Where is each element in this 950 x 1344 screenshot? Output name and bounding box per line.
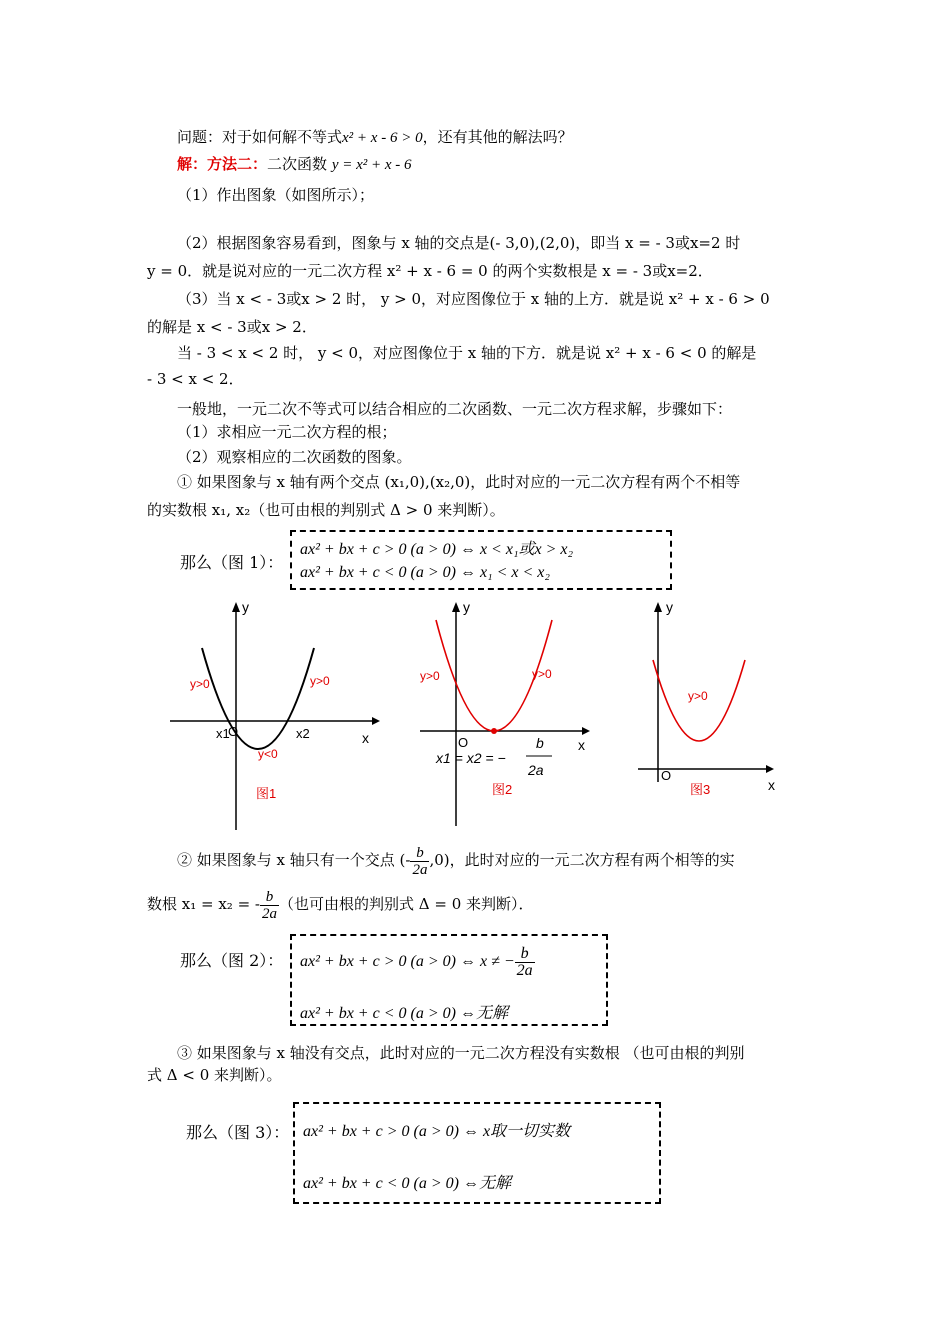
case2-a-suffix: ,0)，此时对应的一元二次方程有两个相等的实 bbox=[429, 851, 735, 869]
box1 bbox=[290, 530, 672, 590]
case1-line-a: ① 如果图象与 x 轴有两个交点 (x₁,0),(x₂,0)，此时对应的一元二次方程有两个不相等 bbox=[177, 473, 741, 491]
box3-label: 那么（图 3）： bbox=[186, 1123, 290, 1142]
step-1: （1）作出图象（如图所示）； bbox=[177, 186, 375, 204]
solution-label: 解：方法二： bbox=[177, 155, 268, 173]
step-4b: - 3 < x < 2． bbox=[147, 370, 244, 388]
box1-row2: ax² + bx + c < 0 (a > 0) ⇔ x₁ < x < x₂ bbox=[300, 564, 550, 581]
graph-1 bbox=[170, 600, 380, 830]
step-3b: 的解是 x < - 3或x > 2． bbox=[147, 318, 317, 336]
box2-row1-prefix: ax² + bx + c > 0 (a > 0) ⇔ x ≠ − bbox=[300, 953, 515, 970]
box1-label: 那么（图 1）： bbox=[180, 553, 284, 572]
case2-b-prefix: 数根 x₁ = x₂ = - bbox=[147, 895, 260, 913]
graph1-caption: 图1 bbox=[256, 786, 277, 801]
graph1-positive-right: y>0 bbox=[310, 674, 330, 688]
graph1-negative: y<0 bbox=[258, 747, 278, 761]
case2-b-suffix: （也可由根的判别式 Δ = 0 来判断）． bbox=[279, 895, 534, 913]
box2-row1-den: 2a bbox=[516, 961, 533, 979]
case2-a-num: b bbox=[410, 845, 429, 862]
box2-row1 bbox=[300, 944, 535, 980]
graph2-x-label: x bbox=[578, 737, 585, 753]
graph2-caption: 图2 bbox=[492, 782, 513, 797]
graph2-x-arrow bbox=[582, 727, 590, 735]
graphs-panel bbox=[158, 600, 798, 832]
box3 bbox=[293, 1102, 661, 1204]
question-prefix: 问题：对于如何解不等式 bbox=[177, 128, 343, 146]
case2-line-a bbox=[177, 842, 735, 878]
graph1-origin: O bbox=[228, 724, 239, 739]
case2-line-b bbox=[147, 886, 534, 922]
graph1-positive-left: y>0 bbox=[190, 677, 210, 691]
solution-formula: y = x² + x - 6 bbox=[331, 157, 412, 173]
case3-line-b: 式 Δ < 0 来判断）。 bbox=[147, 1066, 282, 1084]
solution-text: 二次函数 bbox=[267, 155, 328, 173]
graph-3 bbox=[638, 600, 775, 797]
question-line bbox=[177, 126, 573, 149]
box3-row1: ax² + bx + c > 0 (a > 0) ⇔ x取一切实数 bbox=[303, 1123, 571, 1140]
solution-line bbox=[177, 153, 412, 176]
graph3-y-arrow bbox=[654, 602, 662, 612]
graph1-x-arrow bbox=[372, 717, 380, 725]
graph2-vertex bbox=[491, 728, 497, 734]
general-step-2: （2）观察相应的二次函数的图象。 bbox=[177, 448, 412, 466]
step-3a: （3）当 x < - 3或x > 2 时， y > 0，对应图像位于 x 轴的上方．就是说 x² + x - 6 > 0 bbox=[177, 290, 770, 308]
graph3-positive: y>0 bbox=[688, 689, 708, 703]
question-suffix: ，还有其他的解法吗？ bbox=[422, 128, 573, 146]
step-4a: 当 - 3 < x < 2 时， y < 0，对应图像位于 x 轴的下方．就是说 x² + x - 6 < 0 的解是 bbox=[177, 344, 757, 362]
graph2-root-prefix: x1 = x2 = − bbox=[436, 750, 506, 766]
graph2-positive-right: y>0 bbox=[532, 667, 552, 681]
case2-b-fraction bbox=[260, 889, 279, 922]
graph2-y-label: y bbox=[463, 600, 470, 615]
box2-row1-fraction bbox=[515, 946, 535, 979]
graph2-y-arrow bbox=[452, 602, 460, 612]
case2-a-prefix: ② 如果图象与 x 轴只有一个交点 (- bbox=[177, 851, 411, 869]
box1-row1: ax² + bx + c > 0 (a > 0) ⇔ x < x₁或x > x₂ bbox=[300, 541, 574, 558]
graph2-positive-left: y>0 bbox=[420, 669, 440, 683]
case2-b-num: b bbox=[260, 889, 279, 906]
graph1-x-label: x bbox=[362, 730, 369, 746]
case2-a-fraction bbox=[410, 845, 429, 878]
case2-a-den: 2a bbox=[412, 861, 428, 878]
graph-2 bbox=[420, 600, 590, 826]
graph2-frac-num: b bbox=[536, 735, 544, 751]
graph1-root-x2: x2 bbox=[296, 726, 310, 741]
graph1-y-label: y bbox=[242, 600, 249, 615]
graph1-y-arrow bbox=[232, 602, 240, 612]
box2-row2: ax² + bx + c < 0 (a > 0) ⇔无解 bbox=[300, 1005, 508, 1022]
box2 bbox=[290, 934, 608, 1026]
graph3-origin: O bbox=[661, 768, 672, 783]
graph3-caption: 图3 bbox=[690, 782, 711, 797]
graph3-x-label: x bbox=[768, 777, 775, 793]
box2-row1-num: b bbox=[515, 946, 535, 963]
question-formula: x² + x - 6 > 0 bbox=[342, 130, 423, 146]
graph3-y-label: y bbox=[666, 600, 673, 615]
box3-row2: ax² + bx + c < 0 (a > 0) ⇔无解 bbox=[303, 1175, 511, 1192]
graph2-origin: O bbox=[458, 735, 469, 750]
box2-label: 那么（图 2）： bbox=[180, 951, 284, 970]
general-intro: 一般地，一元二次不等式可以结合相应的二次函数、一元二次方程求解，步骤如下： bbox=[177, 400, 733, 418]
step-2a: （2）根据图象容易看到，图象与 x 轴的交点是(- 3,0),(2,0)，即当 x = - 3或x=2 时 bbox=[177, 234, 741, 252]
graph1-root-x1: x1 bbox=[216, 726, 230, 741]
case2-b-den: 2a bbox=[262, 905, 277, 922]
graph2-frac-den: 2a bbox=[528, 762, 544, 778]
general-step-1: （1）求相应一元二次方程的根； bbox=[177, 423, 397, 441]
step-2b: y = 0．就是说对应的一元二次方程 x² + x - 6 = 0 的两个实数根是 x = - 3或x=2． bbox=[147, 262, 713, 280]
case3-line-a: ③ 如果图象与 x 轴没有交点，此时对应的一元二次方程没有实数根 （也可由根的判别 bbox=[177, 1044, 745, 1062]
graph3-x-arrow bbox=[766, 765, 774, 773]
case1-line-b: 的实数根 x₁, x₂（也可由根的判别式 Δ > 0 来判断）。 bbox=[147, 501, 505, 519]
